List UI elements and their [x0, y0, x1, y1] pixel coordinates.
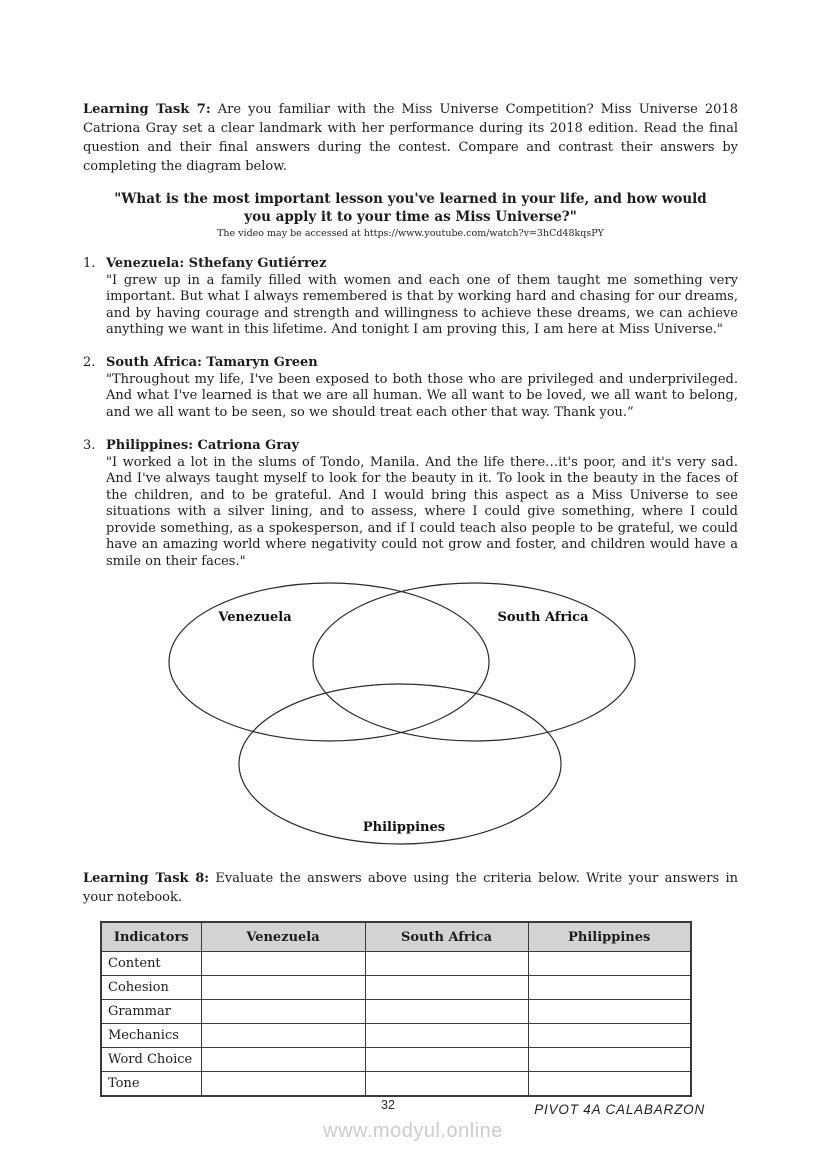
- table-row: [101, 1024, 691, 1048]
- empty-cell: [201, 1048, 365, 1072]
- empty-cell: [528, 1000, 691, 1024]
- criteria-table: [100, 921, 692, 1097]
- answer-quote: "I grew up in a family filled with women and each one of them taught me something very important. But what I always remembered is that by working hard and chasing for our dreams, and by having courage and strength and willingness to achieve these dreams, we can achieve anything we want in this lifetime. And tonight I am proving this, I am here at Miss Universe.": [106, 272, 738, 337]
- answer-item-south-africa: [83, 355, 738, 438]
- table-header-venezuela: Venezuela: [201, 922, 365, 952]
- empty-cell: [365, 1024, 528, 1048]
- answer-heading: Venezuela: Sthefany Gutiérrez: [106, 256, 327, 271]
- indicator-content: Content: [101, 952, 201, 976]
- table-header-indicators: Indicators: [101, 922, 201, 952]
- empty-cell: [201, 952, 365, 976]
- indicator-tone: Tone: [101, 1072, 201, 1097]
- task8-paragraph: [83, 869, 738, 908]
- empty-cell: [365, 1000, 528, 1024]
- indicator-mechanics: Mechanics: [101, 1024, 201, 1048]
- pivot-brand-line: PIVOT 4A CALABARZON: [534, 1102, 705, 1117]
- venn-label-philippines: Philippines: [362, 820, 446, 835]
- task7-label: Learning Task 7:: [83, 102, 211, 117]
- empty-cell: [528, 1024, 691, 1048]
- empty-cell: [365, 976, 528, 1000]
- task8-text: Evaluate the answers above using the criteria below. Write your answers in your notebook.: [83, 871, 738, 905]
- empty-cell: [201, 1024, 365, 1048]
- empty-cell: [201, 976, 365, 1000]
- empty-cell: [528, 976, 691, 1000]
- venn-circle-south-africa: [313, 583, 635, 741]
- table-row: [101, 1000, 691, 1024]
- table-header-philippines: Philippines: [528, 922, 691, 952]
- venn-label-south-africa: South Africa: [497, 610, 589, 625]
- indicator-grammar: Grammar: [101, 1000, 201, 1024]
- empty-cell: [365, 1048, 528, 1072]
- table-header-south-africa: South Africa: [365, 922, 528, 952]
- venn-label-venezuela: Venezuela: [218, 610, 292, 625]
- task7-paragraph: [83, 100, 738, 177]
- indicator-cohesion: Cohesion: [101, 976, 201, 1000]
- answer-heading: Philippines: Catriona Gray: [106, 438, 300, 453]
- table-row: [101, 952, 691, 976]
- page-content: [83, 87, 738, 1117]
- table-row: [101, 1048, 691, 1072]
- answer-item-venezuela: [83, 256, 738, 355]
- table-row: [101, 976, 691, 1000]
- answer-quote: "Throughout my life, I've been exposed to both those who are privileged and underprivileged. And what I've learned is that we are all human. We all want to be loved, we all want to belong, and we all want to be seen, so we should treat each other that way. Thank you.”: [106, 371, 738, 420]
- site-watermark: www.modyul.online: [323, 1120, 503, 1142]
- answer-heading: South Africa: Tamaryn Green: [106, 355, 318, 370]
- table-header-row: [101, 922, 691, 952]
- video-note: The video may be accessed at https://www.youtube.com/watch?v=3hCd48kqsPY: [217, 228, 604, 239]
- empty-cell: [528, 1072, 691, 1097]
- final-question: "What is the most important lesson you've learned in your life, and how would you apply it to your time as Miss Universe?": [114, 191, 707, 225]
- empty-cell: [365, 1072, 528, 1097]
- empty-cell: [365, 952, 528, 976]
- empty-cell: [528, 1048, 691, 1072]
- list-number: 1.: [83, 256, 96, 271]
- venn-circle-venezuela: [169, 583, 489, 741]
- empty-cell: [528, 952, 691, 976]
- empty-cell: [201, 1000, 365, 1024]
- answer-item-philippines: [83, 438, 738, 570]
- task8-label: Learning Task 8:: [83, 871, 210, 886]
- table-row: [101, 1072, 691, 1097]
- venn-svg: [160, 580, 640, 850]
- list-number: 2.: [83, 355, 96, 370]
- venn-diagram: [83, 580, 738, 850]
- task7-text: Are you familiar with the Miss Universe Competition? Miss Universe 2018 Catriona Gray set a clear landmark with her performance during its 2018 edition. Read the final question and their final answers during the contest. Compare and contrast their answers by completing the diagram below.: [83, 102, 738, 174]
- page-number: 32: [381, 1098, 395, 1112]
- answer-quote: "I worked a lot in the slums of Tondo, Manila. And the life there…it's poor, and it's very sad. And I've always taught myself to look for the beauty in it. To look in the beauty in the faces of the children, and to be grateful. And I would bring this aspect as a Miss Universe to see situations with a silver lining, and to assess, where I could give something, where I could provide something, as a spokesperson, and if I could teach also people to be grateful, we could have an amazing world where negativity could not grow and foster, and children would have a smile on their faces.": [106, 454, 738, 569]
- indicator-word-choice: Word Choice: [101, 1048, 201, 1072]
- empty-cell: [201, 1072, 365, 1097]
- answers-list: [83, 256, 738, 570]
- list-number: 3.: [83, 438, 96, 453]
